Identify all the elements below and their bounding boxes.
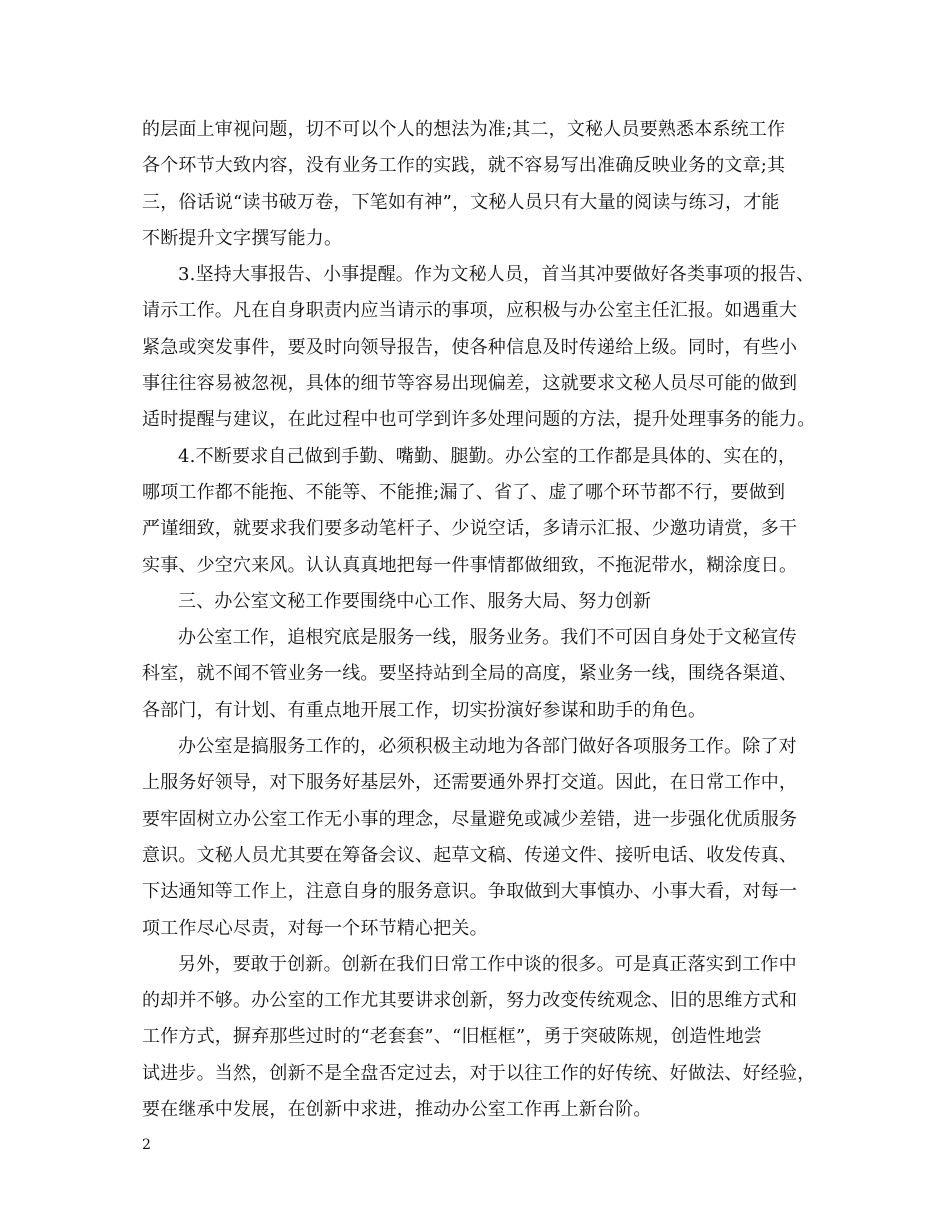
text-line: 实事、少空穴来风。认认真真地把每一件事情都做细致，不拖泥带水，糊涂度日。: [142, 554, 798, 576]
text-line: 上服务好领导，对下服务好基层外，还需要通外界打交道。因此，在日常工作中，: [142, 772, 798, 794]
text-line: 意识。文秘人员尤其要在筹备会议、起草文稿、传递文件、接听电话、收发传真、: [142, 844, 798, 866]
text-line: 的却并不够。办公室的工作尤其要讲求创新，努力改变传统观念、旧的思维方式和: [142, 990, 798, 1012]
text-line: 4.不断要求自己做到手勤、嘴勤、腿勤。办公室的工作都是具体的、实在的，: [178, 445, 797, 467]
page-number: 2: [142, 1137, 151, 1153]
text-line: 3.坚持大事报告、小事提醒。作为文秘人员，首当其冲要做好各类事项的报告、: [178, 264, 815, 286]
text-line: 事往往容易被忽视，具体的细节等容易出现偏差，这就要求文秘人员尽可能的做到: [142, 373, 798, 395]
text-line: 要牢固树立办公室工作无小事的理念，尽量避免或减少差错，进一步强化优质服务: [142, 808, 798, 830]
text-line: 严谨细致，就要求我们要多动笔杆子、少说空话，多请示汇报、少邀功请赏，多干: [142, 518, 798, 540]
text-line: 三、办公室文秘工作要围绕中心工作、服务大局、努力创新: [178, 590, 652, 612]
text-line: 试进步。当然，创新不是全盘否定过去，对于以往工作的好传统、好做法、好经验，: [142, 1062, 816, 1084]
section-heading: [142, 584, 812, 620]
text-line: 哪项工作都不能拖、不能等、不能推;漏了、省了、虚了哪个环节都不行，要做到: [142, 481, 786, 503]
text-line: 项工作尽心尽责，对每一个环节精心把关。: [142, 917, 488, 939]
paragraph-continuation: [142, 112, 812, 257]
text-line: 下达通知等工作上，注意自身的服务意识。争取做到大事慎办、小事大看，对每一: [142, 881, 798, 903]
text-line: 办公室是搞服务工作的，必须积极主动地为各部门做好各项服务工作。除了对: [178, 736, 797, 758]
document-body: [142, 112, 816, 1128]
text-line: 紧急或突发事件，要及时向领导报告，使各种信息及时传递给上级。同时，有些小: [142, 336, 798, 358]
paragraph-item-3: [142, 257, 816, 438]
paragraph-item-4: [142, 439, 812, 584]
text-line: 不断提升文字撰写能力。: [142, 227, 343, 249]
text-line: 请示工作。凡在自身职责内应当请示的事项，应积极与办公室主任汇报。如遇重大: [142, 300, 798, 322]
paragraph-innovation: [142, 947, 816, 1128]
text-line: 工作方式，摒弃那些过时的“老套套”、“旧框框”，勇于突破陈规，创造性地尝: [142, 1026, 763, 1048]
text-line: 三，俗话说“读书破万卷，下笔如有神”，文秘人员只有大量的阅读与练习，才能: [142, 191, 780, 213]
text-line: 要在继承中发展，在创新中求进，推动办公室工作再上新台阶。: [142, 1099, 652, 1121]
text-line: 另外，要敢于创新。创新在我们日常工作中谈的很多。可是真正落实到工作中: [178, 953, 797, 975]
paragraph-service-frontline: [142, 620, 812, 729]
text-line: 各个环节大致内容，没有业务工作的实践，就不容易写出准确反映业务的文章;其: [142, 155, 786, 177]
text-line: 科室，就不闻不管业务一线。要坚持站到全局的高度，紧业务一线，围绕各渠道、: [142, 663, 798, 685]
text-line: 的层面上审视问题，切不可以个人的想法为准;其二，文秘人员要熟悉本系统工作: [142, 119, 786, 140]
text-line: 各部门，有计划、有重点地开展工作，切实扮演好参谋和助手的角色。: [142, 699, 707, 721]
paragraph-service-work: [142, 729, 812, 947]
text-line: 适时提醒与建议，在此过程中也可学到许多处理问题的方法，提升处理事务的能力。: [142, 409, 816, 431]
text-line: 办公室工作，追根究底是服务一线，服务业务。我们不可因自身处于文秘宣传: [178, 627, 797, 649]
